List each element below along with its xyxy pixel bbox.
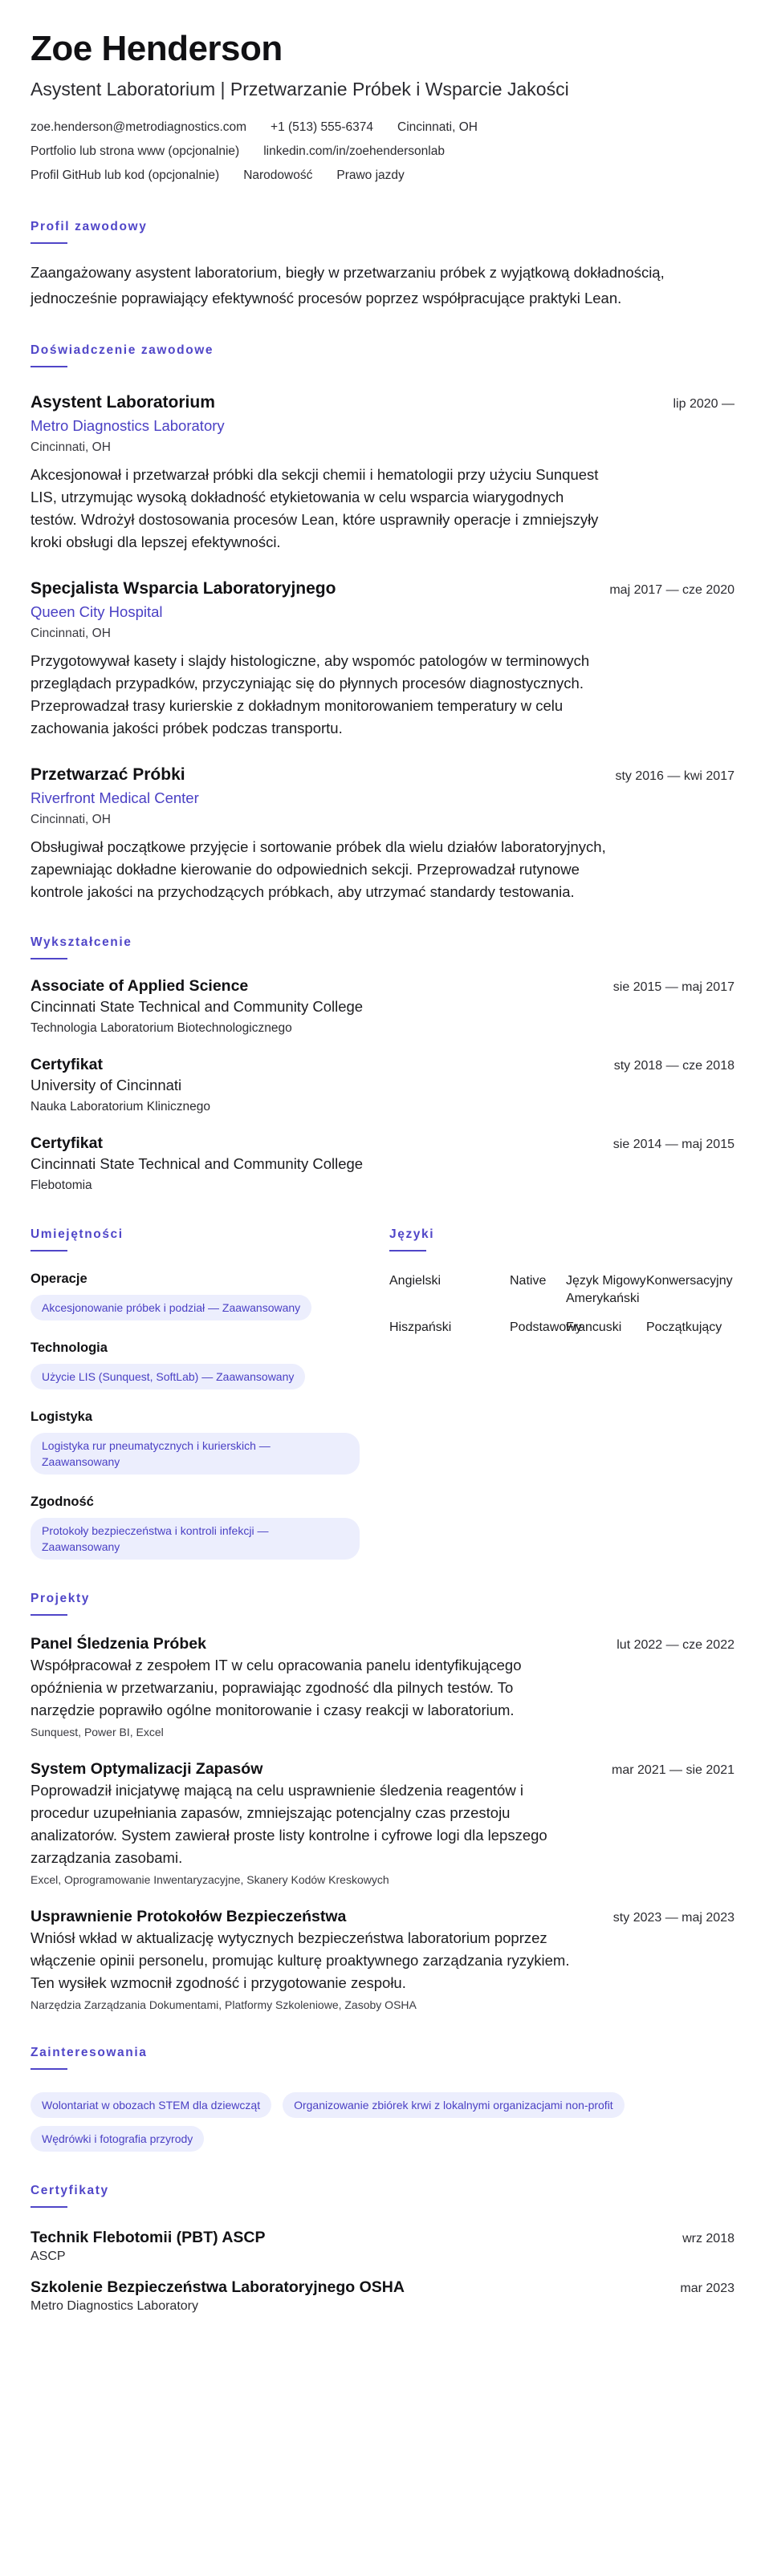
contact-portfolio[interactable]: Portfolio lub strona www (opcjonalnie) — [31, 144, 240, 158]
project-entry — [31, 1633, 734, 1741]
job-company: Riverfront Medical Center — [31, 789, 199, 806]
project-entry — [31, 1906, 734, 2014]
edu-school: Cincinnati State Technical and Community College — [31, 998, 364, 1015]
language-level: Podstawowy — [510, 1320, 582, 1334]
project-date: sty 2023 — maj 2023 — [612, 1911, 734, 1925]
project-description: Poprowadził inicjatywę mającą na celu usprawnienie śledzenia reagentów i procedur uzupełniania zapasów, zmniejszając potencjalny czas przestoju analizatorów. System zawierał proste listy kontrolne i cyfrowe logi dla lepszego zarządzania zasobami. — [31, 1782, 547, 1866]
edu-degree: Certyfikat — [31, 1134, 103, 1152]
skills-section — [31, 1227, 381, 1560]
certificate-date: wrz 2018 — [682, 2232, 734, 2245]
skill-group — [31, 1492, 381, 1560]
skill-group — [31, 1269, 381, 1320]
certificate-title: Technik Flebotomii (PBT) ASCP — [31, 2229, 266, 2246]
skills-languages-row — [31, 1227, 734, 1560]
project-tech: Sunquest, Power BI, Excel — [31, 1726, 164, 1738]
project-title: System Optymalizacji Zapasów — [31, 1760, 263, 1778]
education-entry — [31, 1133, 734, 1195]
skill-label: Technologia — [31, 1341, 108, 1355]
project-date: lut 2022 — cze 2022 — [616, 1638, 734, 1652]
language-level: Konwersacyjny — [646, 1274, 733, 1288]
profile-summary: Zaangażowany asystent laboratorium, biegły w przetwarzaniu próbek z wyjątkową dokładnością, jednocześnie poprawiający efektywność procesów poprzez współpracujące praktyki Lean. — [31, 264, 665, 306]
job-entry — [31, 764, 734, 903]
job-date: sty 2016 — kwi 2017 — [615, 769, 734, 783]
skill-pill: Akcesjonowanie próbek i podział — Zaawansowany — [31, 1295, 311, 1320]
language-level: Native — [510, 1274, 547, 1288]
job-location: Cincinnati, OH — [31, 813, 111, 826]
job-entry — [31, 391, 734, 554]
job-title: Przetwarzać Próbki — [31, 765, 185, 784]
section-title: Umiejętności — [31, 1227, 124, 1241]
edu-degree: Associate of Applied Science — [31, 977, 249, 995]
job-description: Obsługiwał początkowe przyjęcie i sortowanie próbek dla wielu działów laboratoryjnych, zapewniając dokładne kierowanie do odpowiednich sekcji. Przeprowadzał rutynowe kontrole jakości na przychodzących próbkach, aby utrzymać standardy testowania. — [31, 838, 606, 900]
skill-pill: Logistyka rur pneumatycznych i kurierskich — Zaawansowany — [31, 1433, 360, 1475]
interest-pill: Organizowanie zbiórek krwi z lokalnymi organizacjami non-profit — [283, 2092, 625, 2118]
edu-date: sty 2018 — cze 2018 — [613, 1059, 734, 1073]
language-name: Angielski — [389, 1274, 442, 1288]
profile-section — [31, 220, 734, 311]
job-location: Cincinnati, OH — [31, 440, 111, 454]
skill-label: Logistyka — [31, 1410, 93, 1424]
contact-nationality: Narodowość — [243, 168, 313, 182]
education-section — [31, 935, 734, 1195]
project-description: Wniósł wkład w aktualizację wytycznych bezpieczeństwa laboratorium poprzez włączenie opinii personelu, promując kulturę proaktywnego zarządzania ryzykiem. Ten wysiłek wzmocnił zgodność i przygotowanie zespołu. — [31, 1929, 570, 1991]
edu-degree: Certyfikat — [31, 1056, 103, 1073]
section-title: Profil zawodowy — [31, 220, 148, 233]
section-title: Zainteresowania — [31, 2046, 148, 2059]
resume-header — [31, 29, 734, 188]
experience-section — [31, 343, 734, 903]
language-name: Hiszpański — [389, 1320, 452, 1334]
edu-field: Nauka Laboratorium Klinicznego — [31, 1100, 211, 1114]
project-tech: Excel, Oprogramowanie Inwentaryzacyjne, Skanery Kodów Kreskowych — [31, 1873, 389, 1886]
edu-school: University of Cincinnati — [31, 1077, 182, 1093]
skill-group — [31, 1407, 381, 1475]
certificate-entry — [31, 2227, 734, 2266]
job-location: Cincinnati, OH — [31, 627, 111, 640]
contact-license: Prawo jazdy — [336, 168, 405, 182]
contact-linkedin[interactable]: linkedin.com/in/zoehendersonlab — [263, 144, 445, 158]
job-description: Akcesjonował i przetwarzał próbki dla sekcji chemii i hematologii przy użyciu Sunquest LIS, utrzymując wysoką dokładność etykietowania w celu wsparcia wiarygodnych testów. Wdrożył dostosowania procesów Lean, które usprawniły operacje i zmniejszyły kroki obsługi dla lepszej efektywności. — [31, 466, 599, 550]
contact-email[interactable]: zoe.henderson@metrodiagnostics.com — [31, 120, 247, 134]
languages-section — [381, 1227, 734, 1560]
job-date: maj 2017 — cze 2020 — [609, 583, 734, 597]
edu-school: Cincinnati State Technical and Community College — [31, 1155, 364, 1172]
project-date: mar 2021 — sie 2021 — [612, 1763, 734, 1777]
section-divider — [31, 242, 67, 244]
certificate-title: Szkolenie Bezpieczeństwa Laboratoryjnego OSHA — [31, 2278, 405, 2296]
contact-github[interactable]: Profil GitHub lub kod (opcjonalnie) — [31, 168, 220, 182]
section-divider — [31, 2206, 67, 2208]
candidate-name: Zoe Henderson — [31, 29, 283, 68]
project-description: Współpracował z zespołem IT w celu opracowania panelu identyfikującego opóźnienia w przetwarzaniu, poprawiając zgodność dla pilnych testów. To narzędzie poprawiło ogólne monitorowanie i czasy reakcji w laboratorium. — [31, 1657, 522, 1718]
education-entry — [31, 1054, 734, 1117]
interest-pill: Wędrówki i fotografia przyrody — [31, 2126, 204, 2152]
edu-date: sie 2015 — maj 2017 — [612, 980, 734, 994]
interests-section — [31, 2046, 734, 2152]
edu-field: Technologia Laboratorium Biotechnologicznego — [31, 1021, 292, 1035]
projects-section — [31, 1592, 734, 2014]
project-title: Panel Śledzenia Próbek — [31, 1635, 206, 1653]
skill-label: Operacje — [31, 1272, 87, 1286]
languages-grid — [389, 1272, 734, 1337]
job-date: lip 2020 — — [673, 397, 734, 411]
section-divider — [31, 958, 67, 959]
job-entry — [31, 578, 734, 740]
section-title: Języki — [389, 1227, 435, 1241]
skill-pill: Użycie LIS (Sunquest, SoftLab) — Zaawansowany — [31, 1364, 305, 1389]
language-level: Początkujący — [646, 1320, 722, 1334]
edu-field: Flebotomia — [31, 1178, 92, 1192]
contact-phone[interactable]: +1 (513) 555-6374 — [271, 120, 374, 134]
contact-block — [31, 116, 734, 188]
section-title: Projekty — [31, 1592, 90, 1605]
skill-label: Zgodność — [31, 1495, 94, 1509]
edu-date: sie 2014 — maj 2015 — [612, 1138, 734, 1151]
section-title: Wykształcenie — [31, 935, 132, 949]
certificate-issuer: ASCP — [31, 2249, 66, 2263]
contact-location: Cincinnati, OH — [397, 120, 478, 134]
section-divider — [31, 366, 67, 367]
certificate-entry — [31, 2277, 734, 2315]
language-name: Język Migowy Amerykański — [566, 1274, 646, 1305]
section-divider — [31, 1250, 67, 1251]
interests-list — [31, 2092, 689, 2152]
project-tech: Narzędzia Zarządzania Dokumentami, Platformy Szkoleniowe, Zasoby OSHA — [31, 1998, 417, 2011]
job-description: Przygotowywał kasety i slajdy histologiczne, aby wspomóc patologów w terminowych przeglądach przypadków, przyczyniając się do płynnych procesów diagnostycznych. Przeprowadzał trasy kurierskie z dokładnym monitorowaniem temperatury w celu zachowania jakości próbek podczas transportu. — [31, 652, 590, 736]
job-title: Specjalista Wsparcia Laboratoryjnego — [31, 579, 336, 598]
project-entry — [31, 1759, 734, 1888]
project-title: Usprawnienie Protokołów Bezpieczeństwa — [31, 1908, 347, 1925]
certificate-date: mar 2023 — [680, 2282, 734, 2295]
interest-pill: Wolontariat w obozach STEM dla dziewcząt — [31, 2092, 271, 2118]
section-title: Doświadczenie zawodowe — [31, 343, 214, 357]
section-divider — [31, 1614, 67, 1616]
section-divider — [389, 1250, 426, 1251]
certificate-issuer: Metro Diagnostics Laboratory — [31, 2299, 198, 2313]
candidate-headline: Asystent Laboratorium | Przetwarzanie Próbek i Wsparcie Jakości — [31, 79, 569, 99]
section-divider — [31, 2068, 67, 2070]
section-title: Certyfikaty — [31, 2184, 109, 2197]
skill-group — [31, 1338, 381, 1389]
job-title: Asystent Laboratorium — [31, 393, 215, 412]
job-company: Queen City Hospital — [31, 603, 163, 620]
certificates-section — [31, 2184, 734, 2315]
skill-pill: Protokoły bezpieczeństwa i kontroli infekcji — Zaawansowany — [31, 1518, 360, 1560]
language-name: Francuski — [566, 1320, 622, 1334]
education-entry — [31, 976, 734, 1038]
job-company: Metro Diagnostics Laboratory — [31, 417, 225, 434]
